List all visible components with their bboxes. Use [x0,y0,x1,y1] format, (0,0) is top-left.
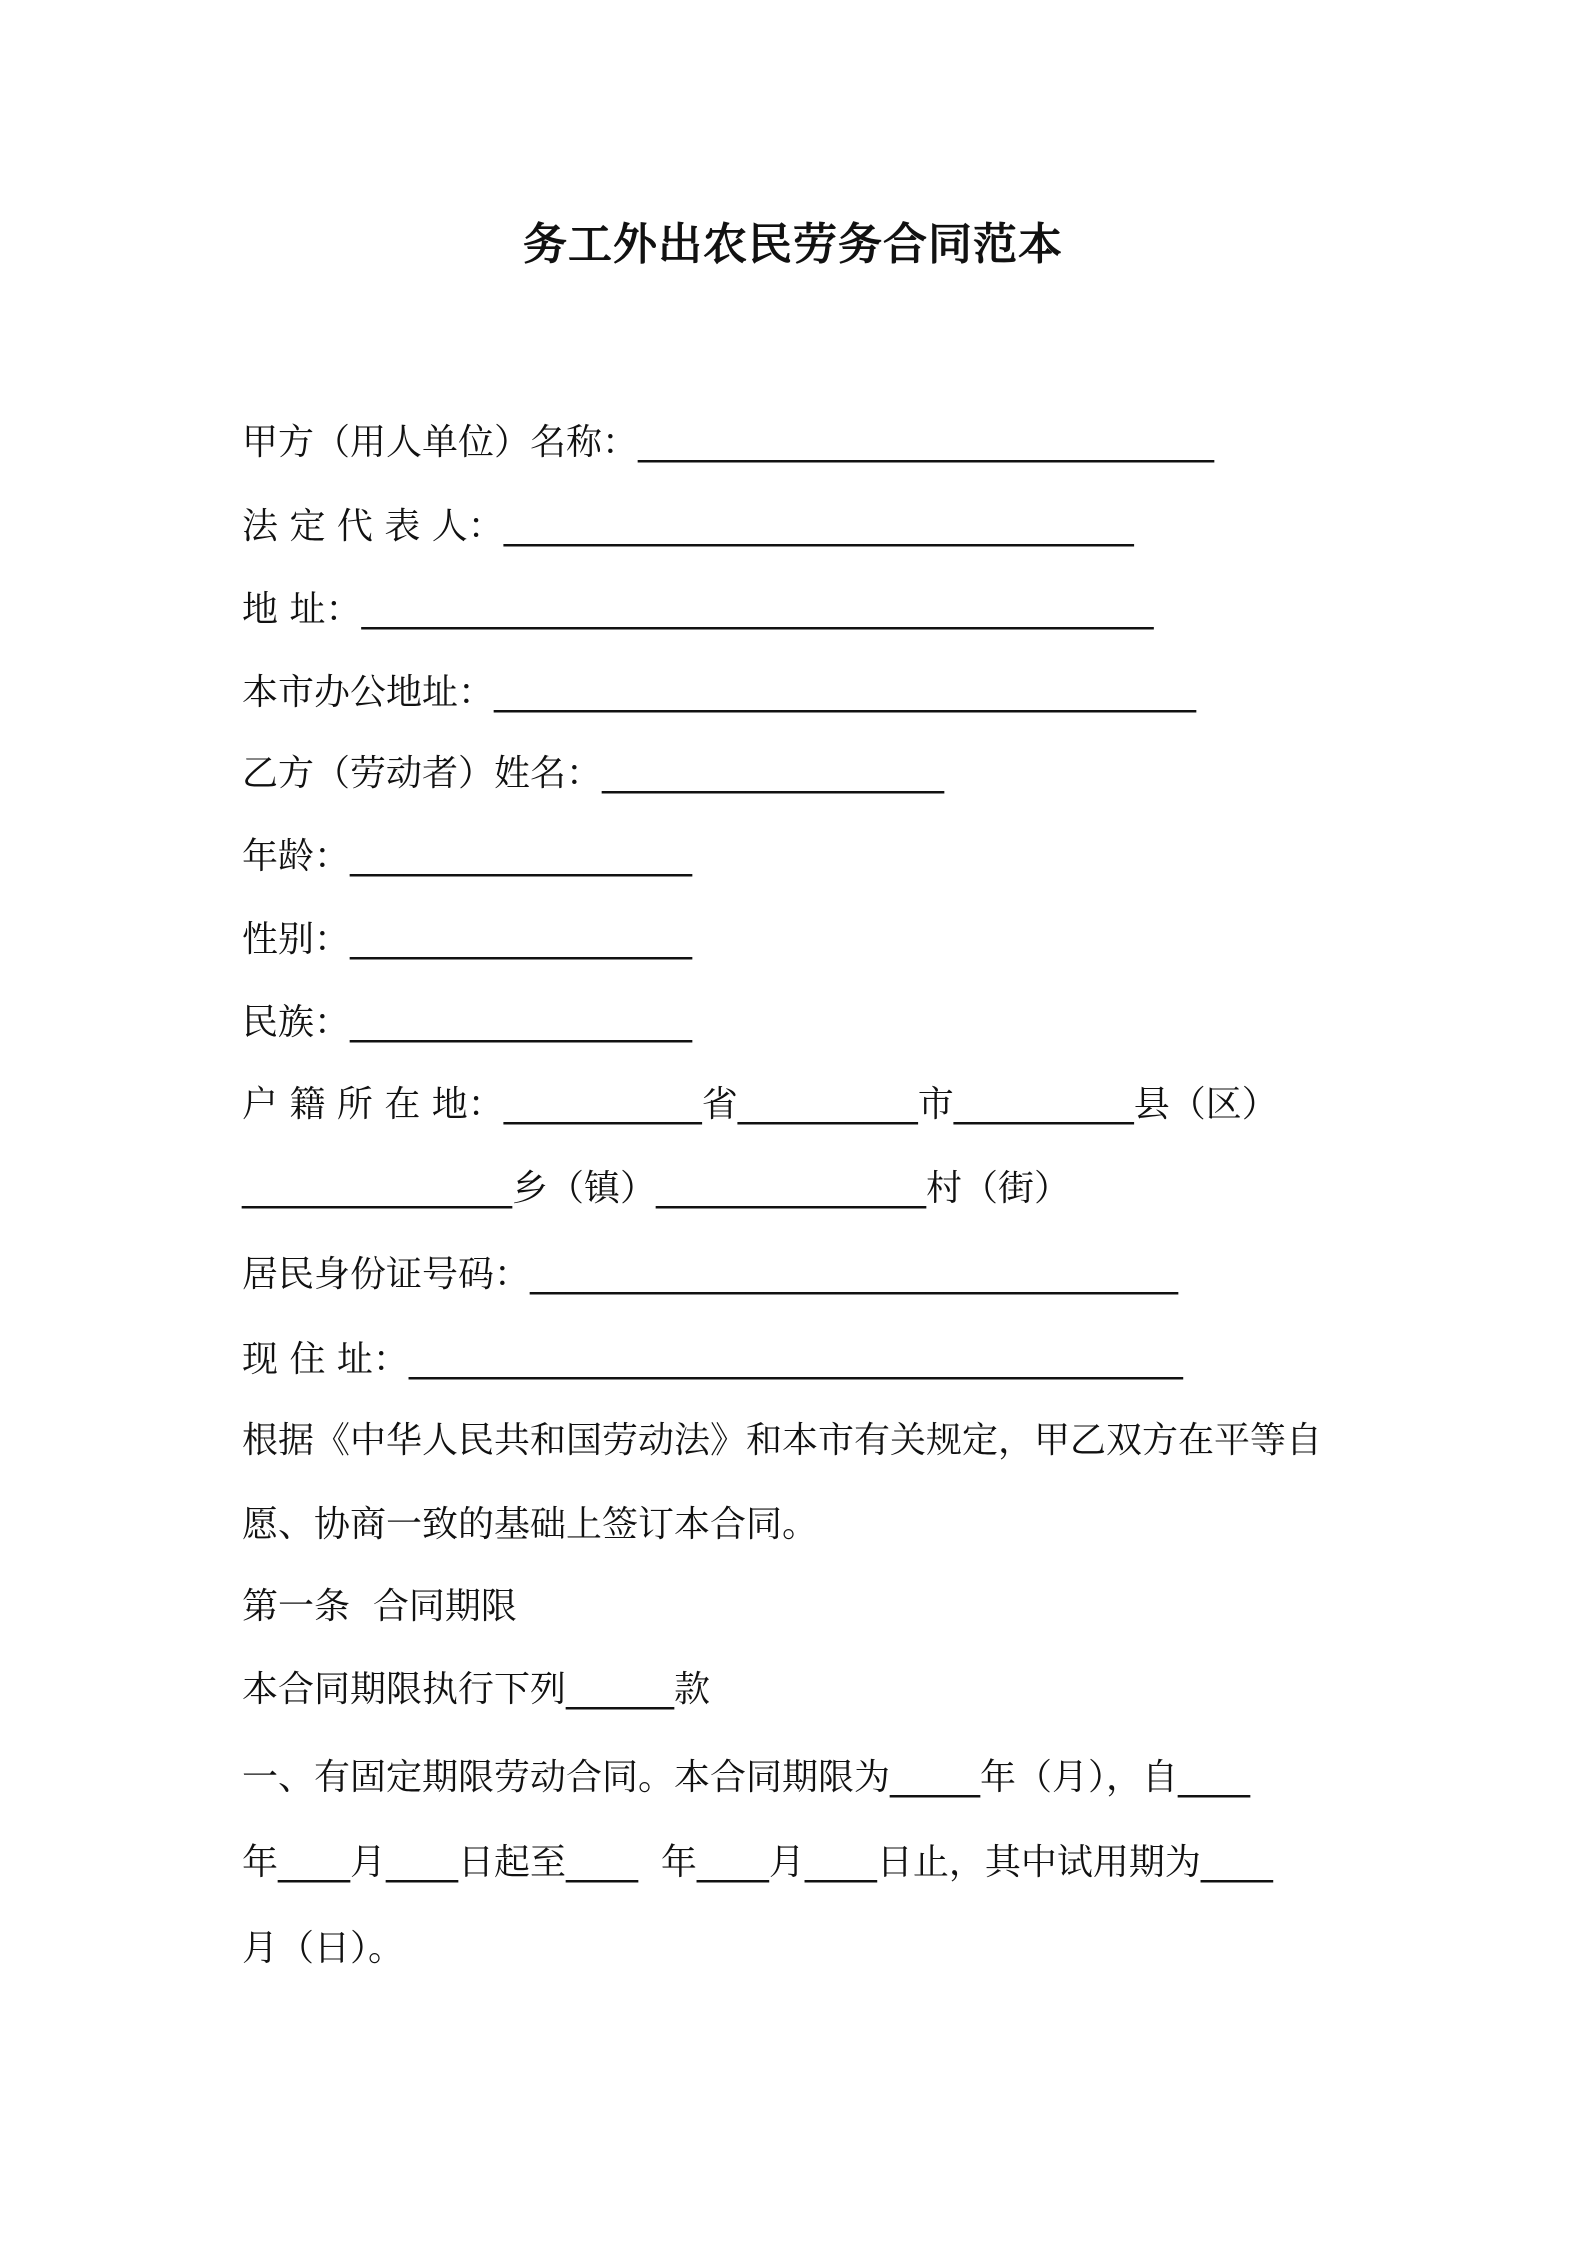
local-office-address-line: 本市办公地址：_______________________________________ [242,672,1197,713]
employer-address-line: 地 址：____________________________________________ [242,589,1154,630]
preamble-line-2: 愿、协商一致的基础上签订本合同。 [242,1504,819,1545]
household-registration-line: 户 籍 所 在 地：___________省__________市__________县（区） [242,1084,1278,1125]
township-village-line: _______________乡（镇）_______________村（街） [242,1168,1071,1209]
id-number-line: 居民身份证号码：____________________________________ [242,1254,1179,1295]
employer-name-line: 甲方（用人单位）名称：________________________________ [242,422,1215,463]
fixed-term-line-2: 年____月____日起至____ 年____月____日止，其中试用期为____ [242,1842,1273,1883]
document-title: 务工外出农民劳务合同范本 [523,219,1063,270]
ethnicity-line: 民族：___________________ [242,1002,693,1043]
fixed-term-line-1: 一、有固定期限劳动合同。本合同期限为_____年（月），自____ [242,1757,1251,1798]
term-selection-line: 本合同期限执行下列______款 [242,1669,711,1710]
legal-representative-line: 法 定 代 表 人：___________________________________ [242,506,1134,547]
current-address-line: 现 住 址：___________________________________________ [242,1339,1183,1380]
article-one-heading: 第一条 合同期限 [242,1586,517,1627]
preamble-line-1: 根据《中华人民共和国劳动法》和本市有关规定，甲乙双方在平等自 [242,1420,1323,1461]
age-line: 年龄：___________________ [242,836,693,877]
worker-name-line: 乙方（劳动者）姓名：___________________ [242,753,945,794]
fixed-term-line-3: 月（日）。 [242,1928,405,1969]
gender-line: 性别：___________________ [242,919,693,960]
